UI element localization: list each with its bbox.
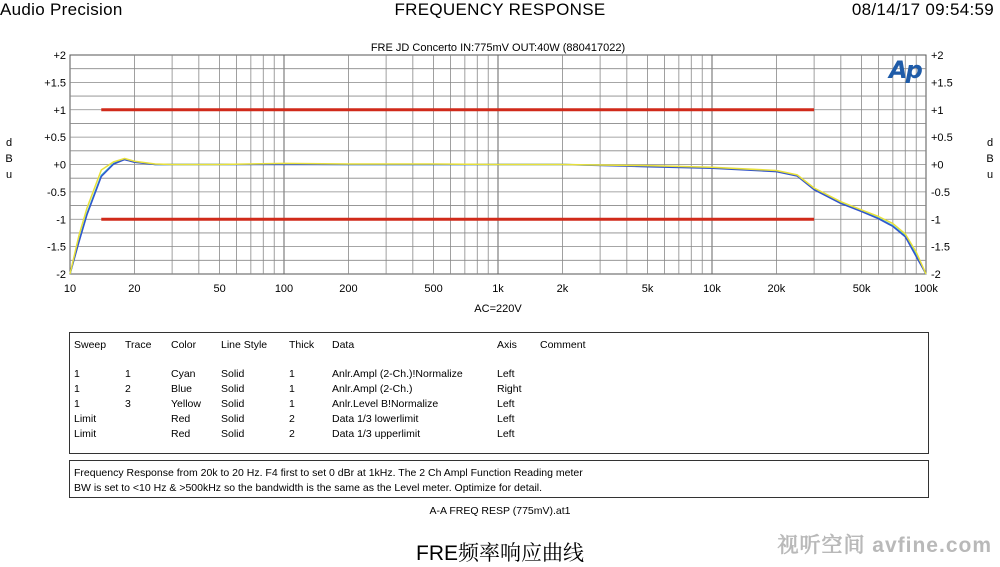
legend-cell: Left bbox=[497, 368, 515, 380]
legend-header-cell: Data bbox=[332, 339, 355, 351]
y-tick-label-right: +0.5 bbox=[931, 132, 953, 145]
legend-cell: Solid bbox=[221, 428, 245, 440]
legend-cell: 1 bbox=[74, 398, 80, 410]
y-tick-label-left: -2 bbox=[56, 269, 66, 281]
legend-cell: Left bbox=[497, 428, 515, 440]
y-axis-label-right-char: u bbox=[986, 169, 994, 181]
x-tick-label: 2k bbox=[556, 283, 569, 295]
legend-header-cell: Line Style bbox=[221, 339, 268, 351]
legend-cell: 1 bbox=[289, 383, 295, 395]
x-tick-label: 1k bbox=[492, 283, 504, 295]
legend-header-cell: Thick bbox=[289, 339, 315, 351]
legend-header-cell: Color bbox=[171, 339, 197, 351]
legend-cell: Data 1/3 lowerlimit bbox=[332, 413, 419, 425]
legend-cell: Solid bbox=[221, 383, 245, 395]
legend-cell: 1 bbox=[289, 398, 295, 410]
legend-header-cell: Axis bbox=[497, 339, 517, 351]
legend-cell: Red bbox=[171, 413, 191, 425]
x-tick-label: 10k bbox=[703, 283, 721, 295]
legend-cell: Anlr.Ampl (2-Ch.)!Normalize bbox=[332, 368, 463, 380]
y-tick-label-right: +1 bbox=[931, 104, 944, 117]
ap-logo: Ap bbox=[889, 56, 921, 84]
y-tick-label-right: -2 bbox=[931, 269, 941, 281]
x-tick-label: 100k bbox=[914, 283, 938, 295]
chart-title: FRE JD Concerto IN:775mV OUT:40W (880417022) bbox=[370, 42, 626, 54]
y-tick-label-left: -0.5 bbox=[47, 186, 66, 199]
y-tick-label-left: +2 bbox=[53, 50, 66, 62]
legend-cell: 1 bbox=[125, 368, 131, 380]
x-tick-label: 50 bbox=[213, 283, 226, 295]
y-axis-label-right-char: B bbox=[986, 153, 994, 165]
y-axis-label-left-char: B bbox=[5, 153, 13, 165]
y-tick-label-right: -0.5 bbox=[931, 186, 950, 199]
legend-cell: Blue bbox=[171, 383, 193, 395]
description-box bbox=[69, 460, 929, 498]
description-line-2: BW is set to <10 Hz & >500kHz so the bandwidth is the same as the Level meter. Optimize for detail. bbox=[74, 482, 543, 494]
timestamp: 08/14/17 09:54:59 bbox=[851, 0, 994, 19]
legend-cell: Yellow bbox=[171, 398, 201, 410]
y-axis-label-left-char: u bbox=[5, 169, 13, 181]
y-tick-label-left: +1 bbox=[53, 104, 66, 117]
caption: FRE频率响应曲线 bbox=[416, 542, 584, 565]
page-title: FREQUENCY RESPONSE bbox=[394, 0, 606, 19]
legend-cell: Anlr.Level B!Normalize bbox=[332, 398, 439, 410]
description-line-1: Frequency Response from 20k to 20 Hz. F4 first to set 0 dBr at 1kHz. The 2 Ch Ampl Function Reading meter bbox=[74, 467, 583, 479]
legend-cell: 1 bbox=[289, 368, 295, 380]
y-tick-label-right: -1.5 bbox=[931, 241, 950, 254]
legend-cell: Red bbox=[171, 428, 191, 440]
legend-cell: Anlr.Ampl (2-Ch.) bbox=[332, 383, 413, 395]
x-tick-label: 20 bbox=[128, 283, 141, 295]
y-tick-label-left: +0.5 bbox=[44, 132, 66, 145]
legend-cell: Data 1/3 upperlimit bbox=[332, 428, 421, 440]
file-name: A-A FREQ RESP (775mV).at1 bbox=[429, 505, 571, 517]
legend-cell: 2 bbox=[125, 383, 131, 395]
legend-cell: 2 bbox=[289, 428, 295, 440]
x-axis-label: AC=220V bbox=[474, 303, 522, 315]
x-tick-label: 50k bbox=[852, 283, 871, 295]
y-tick-label-left: -1 bbox=[56, 214, 66, 227]
legend-table bbox=[69, 332, 929, 454]
legend-cell: Solid bbox=[221, 398, 245, 410]
legend-cell: 1 bbox=[74, 368, 80, 380]
x-tick-label: 500 bbox=[424, 283, 443, 295]
x-tick-label: 20k bbox=[767, 283, 786, 295]
watermark: 视听空间 avfine.com bbox=[777, 534, 992, 557]
legend-cell: Limit bbox=[74, 428, 97, 440]
legend-cell: 1 bbox=[74, 383, 80, 395]
legend-cell: Limit bbox=[74, 413, 97, 425]
y-tick-label-right: +1.5 bbox=[931, 77, 953, 90]
x-tick-label: 100 bbox=[274, 283, 294, 295]
legend-cell: Left bbox=[497, 413, 515, 425]
y-axis-label-right-char: d bbox=[986, 137, 994, 149]
legend-cell: Solid bbox=[221, 368, 245, 380]
legend-cell: Solid bbox=[221, 413, 245, 425]
y-tick-label-right: -1 bbox=[931, 214, 941, 227]
legend-cell: 3 bbox=[125, 398, 131, 410]
y-tick-label-left: +0 bbox=[53, 159, 66, 172]
y-tick-label-right: +0 bbox=[931, 159, 944, 172]
y-tick-label-left: +1.5 bbox=[44, 77, 66, 90]
legend-cell: Cyan bbox=[171, 368, 196, 380]
x-tick-label: 5k bbox=[641, 283, 654, 295]
legend-cell: Left bbox=[497, 398, 515, 410]
legend-header-cell: Comment bbox=[540, 339, 586, 351]
y-axis-label-left-char: d bbox=[5, 137, 13, 149]
y-tick-label-right: +2 bbox=[931, 50, 944, 62]
legend-header-cell: Trace bbox=[125, 339, 152, 351]
x-tick-label: 200 bbox=[339, 283, 358, 295]
legend-cell: Right bbox=[497, 383, 522, 395]
legend-cell: 2 bbox=[289, 413, 295, 425]
app-title: Audio Precision bbox=[0, 0, 123, 19]
legend-header-cell: Sweep bbox=[74, 339, 107, 351]
y-tick-label-left: -1.5 bbox=[47, 241, 66, 254]
x-tick-label: 10 bbox=[63, 283, 77, 295]
